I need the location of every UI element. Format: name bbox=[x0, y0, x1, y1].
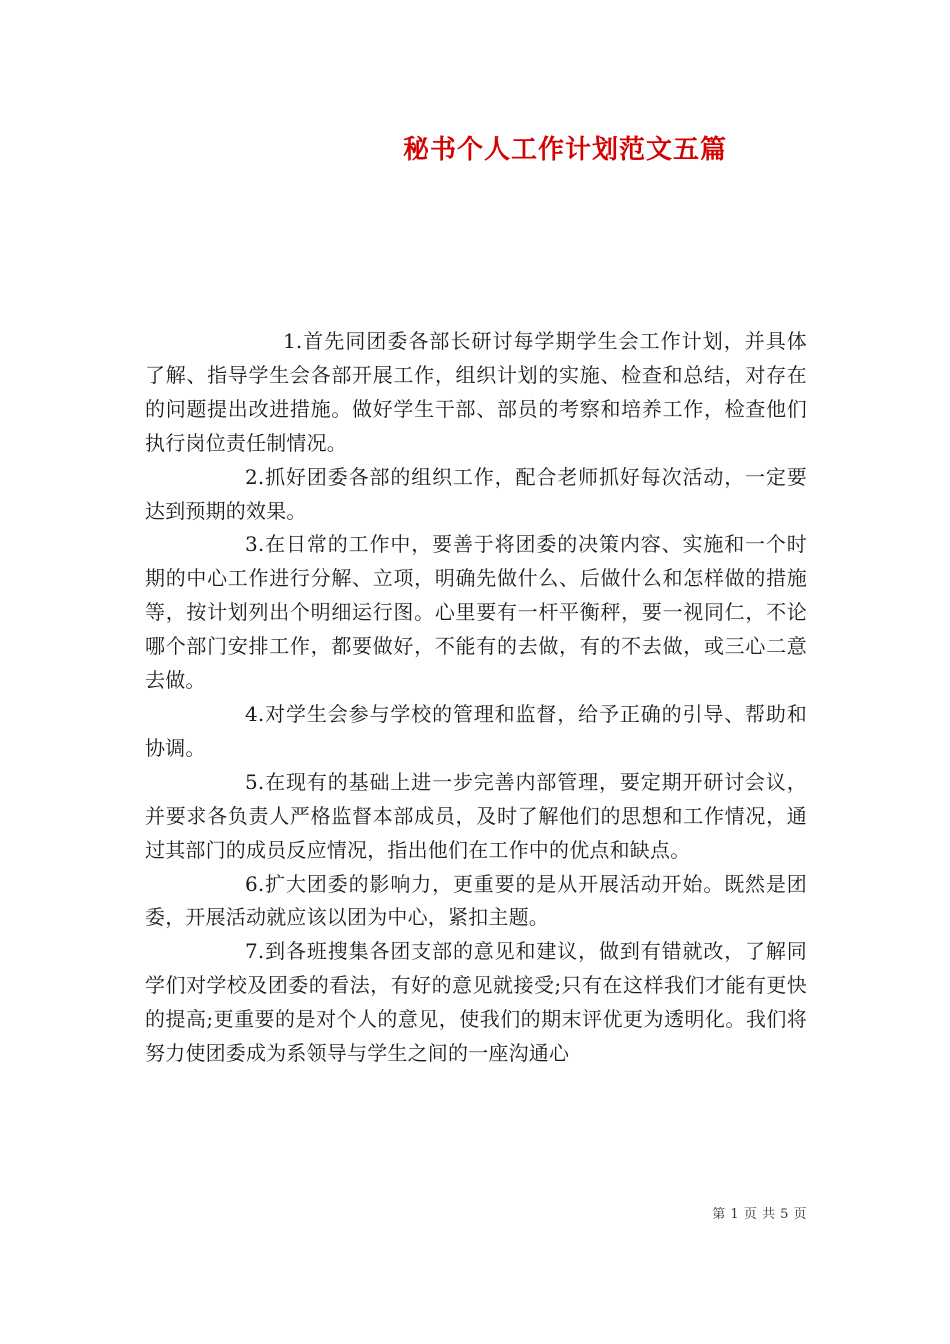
paragraph-7: 7.到各班搜集各团支部的意见和建议，做到有错就改，了解同学们对学校及团委的看法，有好的意见就接受;只有在这样我们才能有更快的提高;更重要的是对个人的意见，使我们的期末评优更为透明化。我们将努力使团委成为系领导与学生之间的一座沟通心 bbox=[145, 939, 807, 1066]
paragraph-5: 5.在现有的基础上进一步完善内部管理，要定期开研讨会议，并要求各负责人严格监督本部成员，及时了解他们的思想和工作情况，通过其部门的成员反应情况，指出他们在工作中的优点和缺点。 bbox=[145, 769, 807, 862]
paragraph-3: 3.在日常的工作中，要善于将团委的决策内容、实施和一个时期的中心工作进行分解、立项，明确先做什么、后做什么和怎样做的措施等，按计划列出个明细运行图。心里要有一杆平衡秤，要一视同仁，不论哪个部门安排工作，都要做好，不能有的去做，有的不去做，或三心二意去做。 bbox=[145, 532, 807, 693]
paragraph-1: 1.首先同团委各部长研讨每学期学生会工作计划，并具体了解、指导学生会各部开展工作，组织计划的实施、检查和总结，对存在的问题提出改进措施。做好学生干部、部员的考察和培养工作，检查他们执行岗位责任制情况。 bbox=[145, 329, 807, 455]
document-body bbox=[145, 325, 807, 1071]
paragraph-6: 6.扩大团委的影响力，更重要的是从开展活动开始。既然是团委，开展活动就应该以团为中心，紧扣主题。 bbox=[145, 871, 807, 930]
paragraph-2: 2.抓好团委各部的组织工作，配合老师抓好每次活动，一定要达到预期的效果。 bbox=[145, 464, 807, 523]
document-title: 秘书个人工作计划范文五篇 bbox=[402, 135, 727, 165]
page-number-footer: 第 1 页 共 5 页 bbox=[712, 1207, 807, 1222]
paragraph-4: 4.对学生会参与学校的管理和监督，给予正确的引导、帮助和协调。 bbox=[145, 701, 807, 760]
